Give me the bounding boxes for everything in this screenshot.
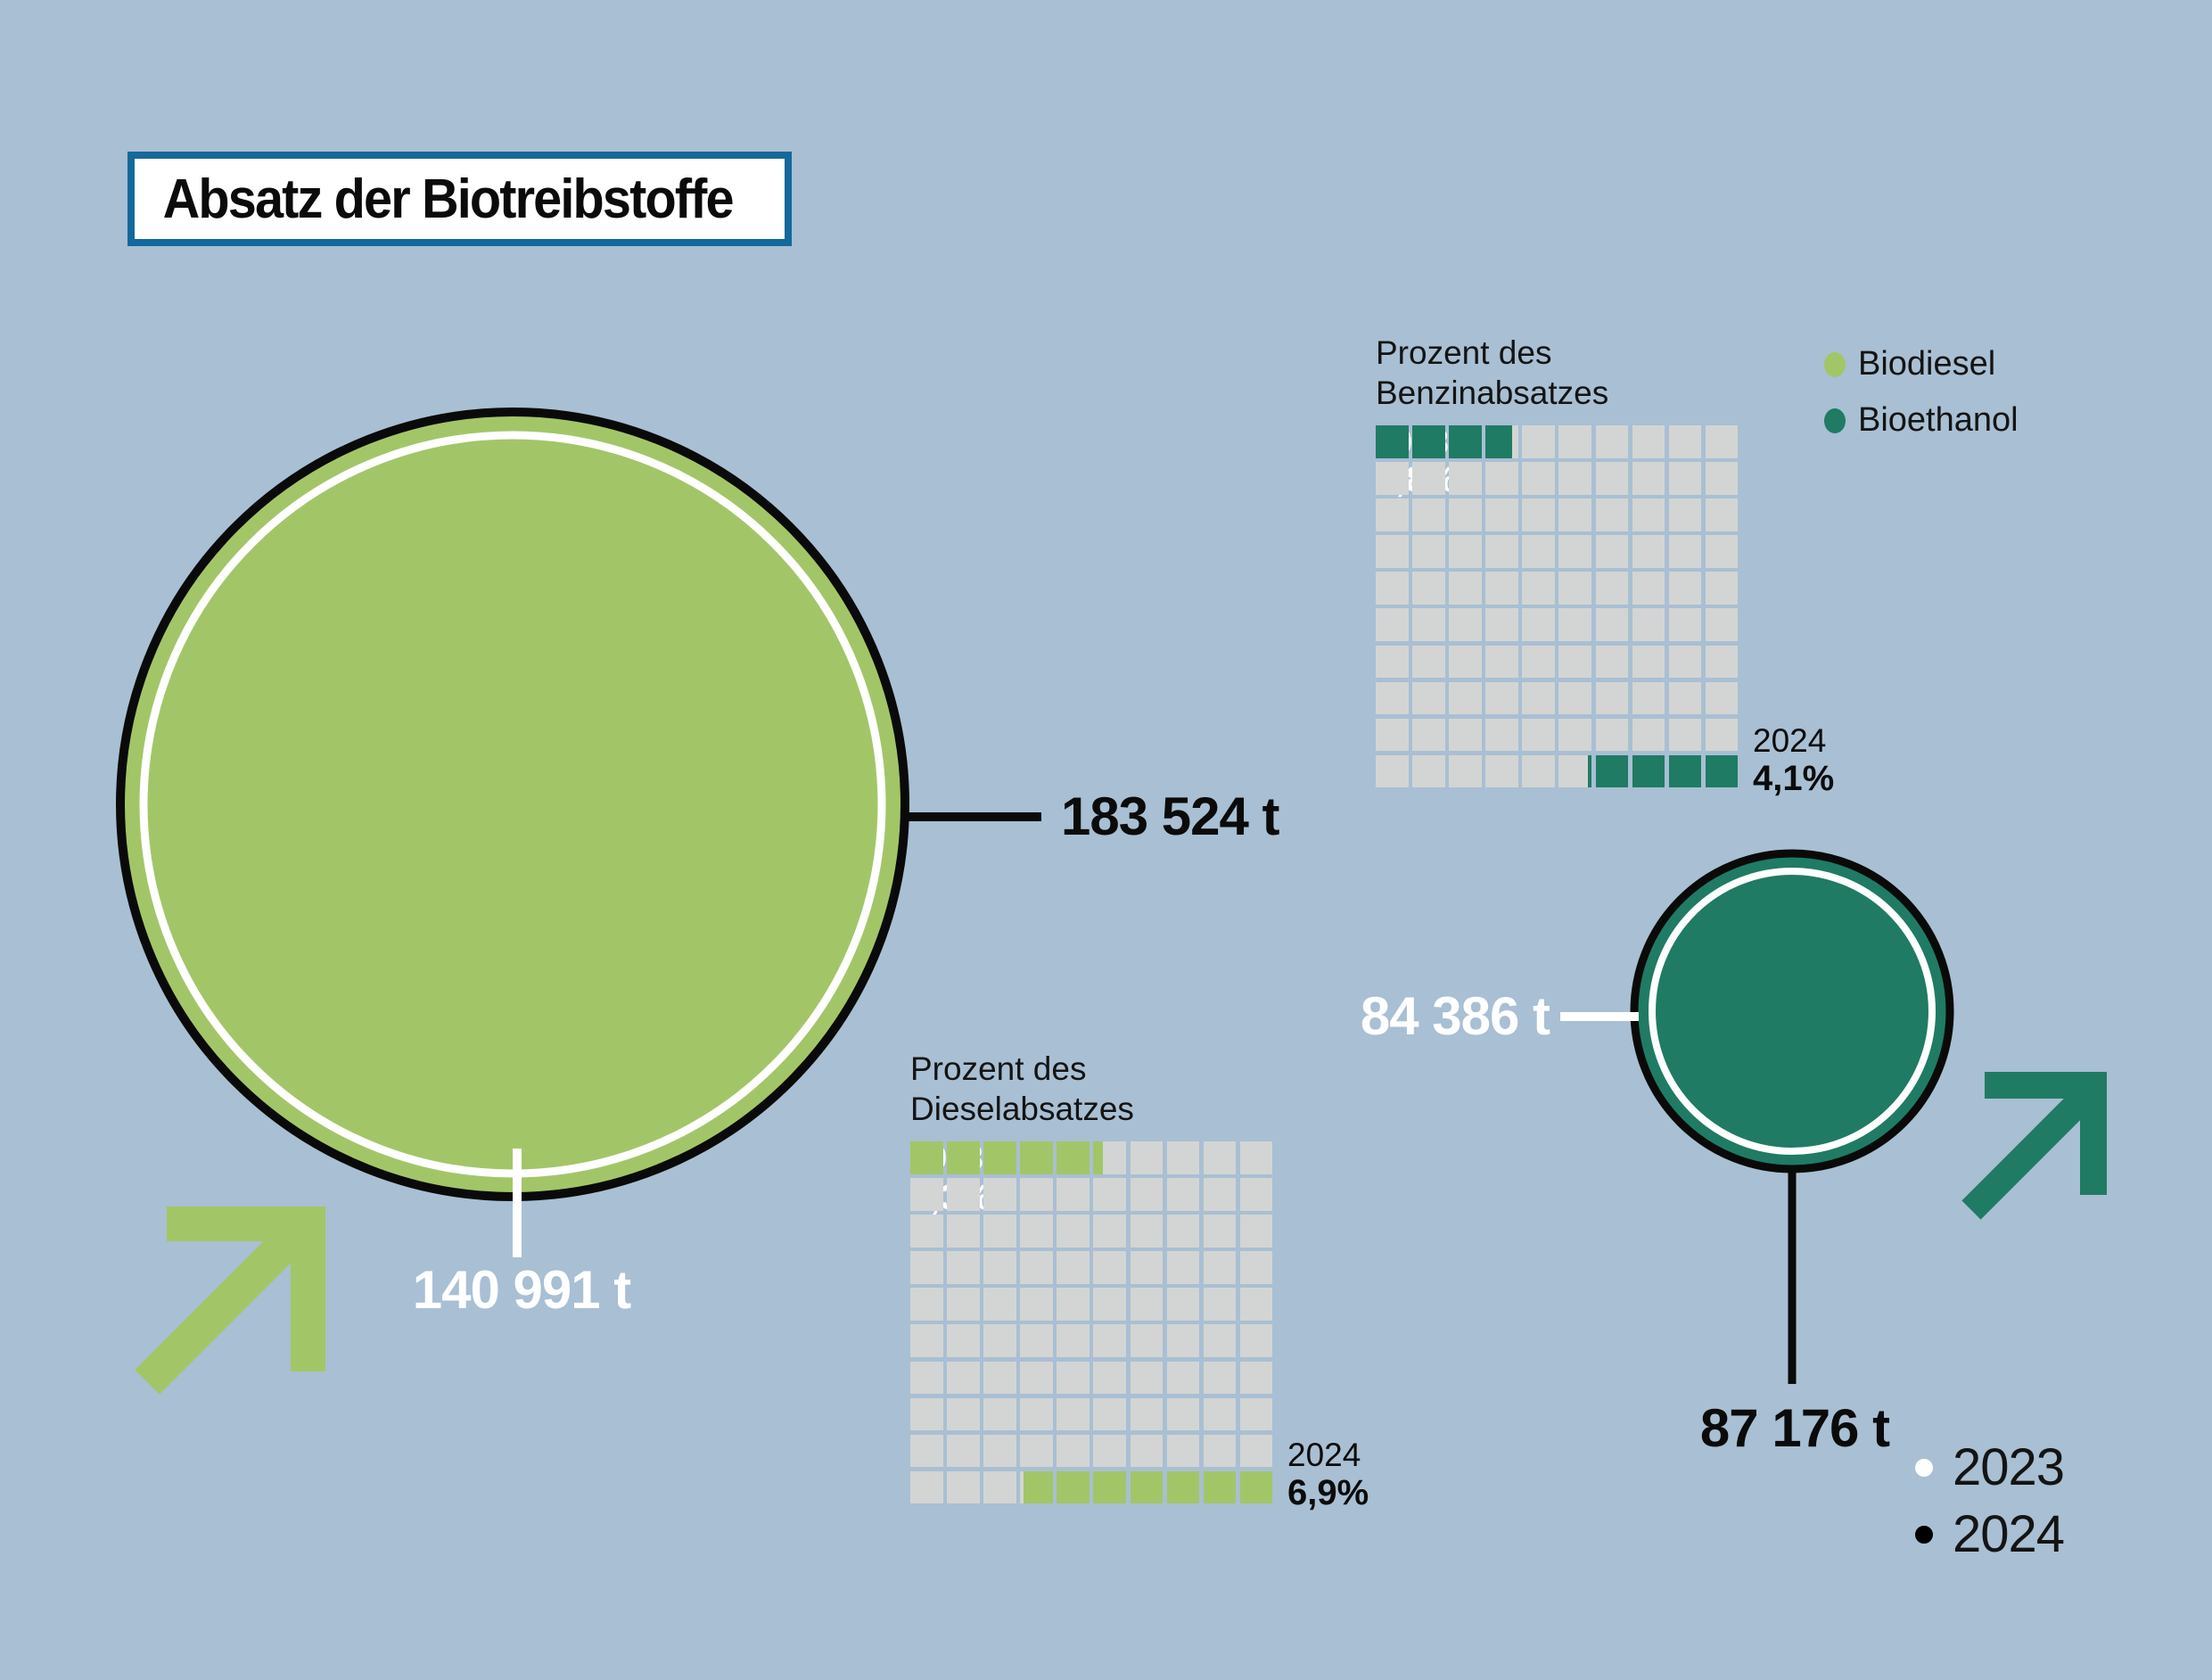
waffle-cell [1596, 535, 1629, 568]
waffle-cell [1449, 498, 1482, 531]
waffle-cell [1167, 1251, 1200, 1284]
waffle-cell [1632, 755, 1665, 788]
waffle-partial-fill [1485, 425, 1511, 458]
waffle-cell [1093, 1251, 1126, 1284]
year-legend-label-2024: 2024 [1953, 1505, 2065, 1563]
waffle-cell [1240, 1251, 1273, 1284]
waffle-cell [1522, 572, 1555, 605]
waffle-cell [1131, 1141, 1164, 1174]
waffle-cell [1669, 682, 1702, 715]
waffle-chart-diesel [910, 1050, 1369, 1512]
waffle-cell [1485, 535, 1518, 568]
bioethanol-dot-icon [1824, 408, 1846, 433]
waffle-cell [1669, 425, 1702, 458]
waffle-cell [1485, 755, 1518, 788]
waffle-cell [1596, 498, 1629, 531]
waffle-cell [1167, 1288, 1200, 1321]
waffle-cell [1558, 682, 1591, 715]
waffle-cell [1376, 572, 1409, 605]
waffle-cell [1522, 646, 1555, 679]
waffle-cell [1558, 719, 1591, 752]
waffle-cell [1020, 1288, 1053, 1321]
waffle-cell [1376, 608, 1409, 641]
waffle-cell [1522, 498, 1555, 531]
waffle-cell [1204, 1471, 1237, 1504]
waffle-cell [1240, 1362, 1273, 1395]
waffle-cell [1240, 1398, 1273, 1431]
waffle-cell [1376, 498, 1409, 531]
waffle-cell [1204, 1362, 1237, 1395]
waffle-cell [1057, 1178, 1090, 1211]
waffle-cell [1596, 572, 1629, 605]
waffle-cell [1167, 1362, 1200, 1395]
waffle-cell [1057, 1471, 1090, 1504]
waffle-cell [1376, 462, 1409, 495]
waffle-cell [1131, 1362, 1164, 1395]
waffle-cell [910, 1288, 943, 1321]
waffle-cell [1669, 719, 1702, 752]
waffle-cell [1596, 425, 1629, 458]
waffle-cell [947, 1215, 980, 1248]
waffle-cell [910, 1141, 943, 1174]
waffle-cell [1632, 425, 1665, 458]
waffle-cell [1376, 425, 1409, 458]
page-title: Absatz der Biotreibstoffe [162, 168, 733, 230]
waffle-cell [1240, 1141, 1273, 1174]
waffle-cell [1057, 1362, 1090, 1395]
waffle-cell [1596, 646, 1629, 679]
waffle-cell [947, 1251, 980, 1284]
waffle-partial-fill [1588, 755, 1591, 788]
waffle-cell [983, 1141, 1016, 1174]
waffle-cell [1240, 1471, 1273, 1504]
waffle-cell [1020, 1178, 1053, 1211]
waffle-cell [1412, 535, 1445, 568]
waffle-cell [1057, 1324, 1090, 1357]
waffle-cell [1485, 608, 1518, 641]
waffle-cell [1558, 425, 1591, 458]
waffle-cell [1093, 1324, 1126, 1357]
waffle-cell [1131, 1288, 1164, 1321]
waffle-cell [1558, 572, 1591, 605]
waffle-diesel-2024-pct: 6,9% [1287, 1473, 1369, 1512]
waffle-cell [1131, 1251, 1164, 1284]
waffle-cell [1204, 1435, 1237, 1468]
waffle-cell [947, 1141, 980, 1174]
biodiesel-dot-icon [1824, 352, 1846, 377]
waffle-cell [1057, 1398, 1090, 1431]
waffle-cell [1093, 1435, 1126, 1468]
waffle-cell [1020, 1324, 1053, 1357]
waffle-cell [1167, 1324, 1200, 1357]
waffle-cell [1596, 682, 1629, 715]
waffle-cell [1167, 1215, 1200, 1248]
waffle-cell [1522, 682, 1555, 715]
waffle-cell [1485, 572, 1518, 605]
waffle-cell [947, 1178, 980, 1211]
waffle-cell [1558, 646, 1591, 679]
biodiesel-circle-group [120, 412, 1041, 1257]
waffle-cell [1020, 1362, 1053, 1395]
waffle-cell [1632, 535, 1665, 568]
waffle-cell [983, 1288, 1016, 1321]
waffle-cell [1412, 608, 1445, 641]
waffle-cell [1240, 1215, 1273, 1248]
biodiesel-2024-value: 183 524 t [1061, 786, 1279, 846]
waffle-cell [1558, 498, 1591, 531]
waffle-cell [1412, 755, 1445, 788]
year-legend-2024 [1915, 1504, 2064, 1564]
legend-label-bioethanol: Bioethanol [1858, 401, 2019, 439]
waffle-cell [1485, 646, 1518, 679]
waffle-cell [1558, 755, 1591, 788]
waffle-cell [1093, 1288, 1126, 1321]
waffle-cell [1449, 682, 1482, 715]
waffle-cell [1020, 1435, 1053, 1468]
waffle-cell [1706, 682, 1739, 715]
biodiesel-2023-value: 140 991 t [412, 1260, 631, 1320]
waffle-cell [1057, 1215, 1090, 1248]
waffle-cell [1596, 462, 1629, 495]
waffle-cell [910, 1324, 943, 1357]
waffle-cell [1093, 1215, 1126, 1248]
waffle-cell [1057, 1251, 1090, 1284]
growth-arrow-biodiesel-icon [147, 1206, 325, 1382]
waffle-cell [983, 1178, 1016, 1211]
waffle-cell [1449, 755, 1482, 788]
waffle-cell [1204, 1178, 1237, 1211]
waffle-cell [1522, 755, 1555, 788]
waffle-cell [947, 1471, 980, 1504]
waffle-cell [1020, 1251, 1053, 1284]
waffle-cell [1093, 1398, 1126, 1431]
waffle-cell [1669, 646, 1702, 679]
waffle-cell [983, 1471, 1016, 1504]
waffle-cell [1669, 498, 1702, 531]
waffle-cell [1412, 682, 1445, 715]
waffle-cell [1522, 608, 1555, 641]
waffle-cell [1669, 535, 1702, 568]
waffle-cell [1485, 498, 1518, 531]
waffle-cell [1131, 1324, 1164, 1357]
waffle-partial-fill [1024, 1471, 1053, 1504]
waffle-cell [1204, 1141, 1237, 1174]
waffle-cell [1376, 719, 1409, 752]
ring-2024-icon [1915, 1526, 1933, 1544]
waffle-cell [1632, 646, 1665, 679]
waffle-cell [1412, 498, 1445, 531]
waffle-benzin-2024-label: 2024 [1753, 722, 1827, 759]
waffle-cell [1632, 572, 1665, 605]
waffle-cell [1522, 719, 1555, 752]
waffle-cell [910, 1471, 943, 1504]
waffle-cell [910, 1215, 943, 1248]
waffle-cell [983, 1215, 1016, 1248]
waffle-cell [1706, 425, 1739, 458]
waffle-cell [1706, 719, 1739, 752]
waffle-cell [1669, 462, 1702, 495]
waffle-cell [1204, 1251, 1237, 1284]
growth-arrow-bioethanol-icon [1971, 1072, 2107, 1210]
waffle-cell [1204, 1398, 1237, 1431]
biodiesel-circle-2024 [120, 412, 905, 1197]
waffle-cell [1558, 608, 1591, 641]
legend-label-biodiesel: Biodiesel [1858, 345, 1996, 383]
waffle-cell [1558, 535, 1591, 568]
waffle-cell [1485, 682, 1518, 715]
waffle-cell [1093, 1362, 1126, 1395]
waffle-cell [1376, 535, 1409, 568]
waffle-cell [1449, 535, 1482, 568]
waffle-cell [1632, 462, 1665, 495]
waffle-cell [1057, 1435, 1090, 1468]
waffle-cell [1558, 462, 1591, 495]
waffle-cell [1449, 719, 1482, 752]
waffle-cell [1093, 1141, 1126, 1174]
waffle-cell [1449, 572, 1482, 605]
waffle-cell [910, 1435, 943, 1468]
waffle-cell [1020, 1471, 1053, 1504]
bioethanol-2024-value: 87 176 t [1699, 1398, 1890, 1458]
waffle-cell [1167, 1141, 1200, 1174]
waffle-cell [947, 1362, 980, 1395]
waffle-cell [1706, 608, 1739, 641]
waffle-partial-fill [1093, 1141, 1103, 1174]
waffle-cell [1522, 425, 1555, 458]
waffle-cell [1449, 646, 1482, 679]
bioethanol-circle-group [1560, 853, 1950, 1384]
waffle-cell [1632, 498, 1665, 531]
waffle-cell [1596, 719, 1629, 752]
waffle-cell [1706, 755, 1739, 788]
waffle-diesel-grid [910, 1141, 1273, 1503]
waffle-cell [1669, 755, 1702, 788]
waffle-cell [1522, 535, 1555, 568]
waffle-cell [947, 1324, 980, 1357]
waffle-cell [1204, 1324, 1237, 1357]
waffle-cell [1706, 646, 1739, 679]
waffle-cell [1131, 1398, 1164, 1431]
waffle-cell [910, 1362, 943, 1395]
waffle-cell [1632, 682, 1665, 715]
waffle-cell [1204, 1288, 1237, 1321]
waffle-cell [1131, 1178, 1164, 1211]
waffle-cell [1449, 608, 1482, 641]
waffle-cell [910, 1178, 943, 1211]
waffle-cell [1093, 1178, 1126, 1211]
ring-2023-icon [1915, 1459, 1933, 1477]
waffle-cell [1131, 1471, 1164, 1504]
waffle-cell [1167, 1435, 1200, 1468]
waffle-cell [1131, 1435, 1164, 1468]
waffle-cell [1131, 1215, 1164, 1248]
legend-item-biodiesel [1824, 345, 1995, 383]
waffle-diesel-title: Prozent des Dieselabsatzes [910, 1050, 1134, 1127]
waffle-cell [983, 1398, 1016, 1431]
waffle-cell [1596, 755, 1629, 788]
legend-item-bioethanol [1824, 401, 2019, 440]
waffle-cell [910, 1251, 943, 1284]
waffle-cell [1167, 1178, 1200, 1211]
waffle-cell [1449, 425, 1482, 458]
waffle-cell [1632, 608, 1665, 641]
waffle-cell [1412, 719, 1445, 752]
waffle-cell [1240, 1178, 1273, 1211]
waffle-cell [1596, 608, 1629, 641]
waffle-cell [1485, 719, 1518, 752]
waffle-cell [1522, 462, 1555, 495]
waffle-cell [1449, 462, 1482, 495]
waffle-cell [947, 1435, 980, 1468]
waffle-cell [983, 1435, 1016, 1468]
waffle-cell [1376, 646, 1409, 679]
waffle-cell [983, 1362, 1016, 1395]
waffle-cell [1240, 1435, 1273, 1468]
waffle-cell [1669, 608, 1702, 641]
waffle-cell [1706, 498, 1739, 531]
waffle-cell [1020, 1141, 1053, 1174]
waffle-benzin-grid [1376, 425, 1739, 787]
waffle-cell [1240, 1324, 1273, 1357]
waffle-cell [1485, 425, 1518, 458]
waffle-cell [983, 1324, 1016, 1357]
waffle-cell [983, 1251, 1016, 1284]
waffle-cell [1706, 462, 1739, 495]
waffle-cell [1412, 425, 1445, 458]
waffle-cell [1412, 572, 1445, 605]
waffle-chart-benzin [1376, 334, 1835, 798]
waffle-cell [1376, 755, 1409, 788]
waffle-cell [910, 1398, 943, 1431]
year-legend-label-2023: 2023 [1953, 1438, 2065, 1496]
waffle-cell [1020, 1215, 1053, 1248]
waffle-cell [1376, 682, 1409, 715]
waffle-cell [1167, 1398, 1200, 1431]
bioethanol-2023-value: 84 386 t [1360, 986, 1550, 1046]
bioethanol-circle-2024 [1634, 853, 1950, 1169]
waffle-cell [1669, 572, 1702, 605]
waffle-cell [1485, 462, 1518, 495]
waffle-benzin-title: Prozent des Benzinabsatzes [1376, 334, 1609, 411]
waffle-cell [1240, 1288, 1273, 1321]
waffle-benzin-2024-pct: 4,1% [1753, 759, 1835, 798]
waffle-cell [1204, 1215, 1237, 1248]
waffle-cell [1057, 1288, 1090, 1321]
waffle-cell [1412, 646, 1445, 679]
waffle-cell [1020, 1398, 1053, 1431]
waffle-cell [947, 1288, 980, 1321]
waffle-cell [1093, 1471, 1126, 1504]
waffle-cell [947, 1398, 980, 1431]
waffle-cell [1706, 572, 1739, 605]
year-legend-2023 [1915, 1437, 2064, 1497]
waffle-cell [1057, 1141, 1090, 1174]
waffle-diesel-2024-label: 2024 [1287, 1437, 1361, 1473]
waffle-cell [1167, 1471, 1200, 1504]
waffle-cell [1412, 462, 1445, 495]
waffle-cell [1706, 535, 1739, 568]
waffle-cell [1632, 719, 1665, 752]
